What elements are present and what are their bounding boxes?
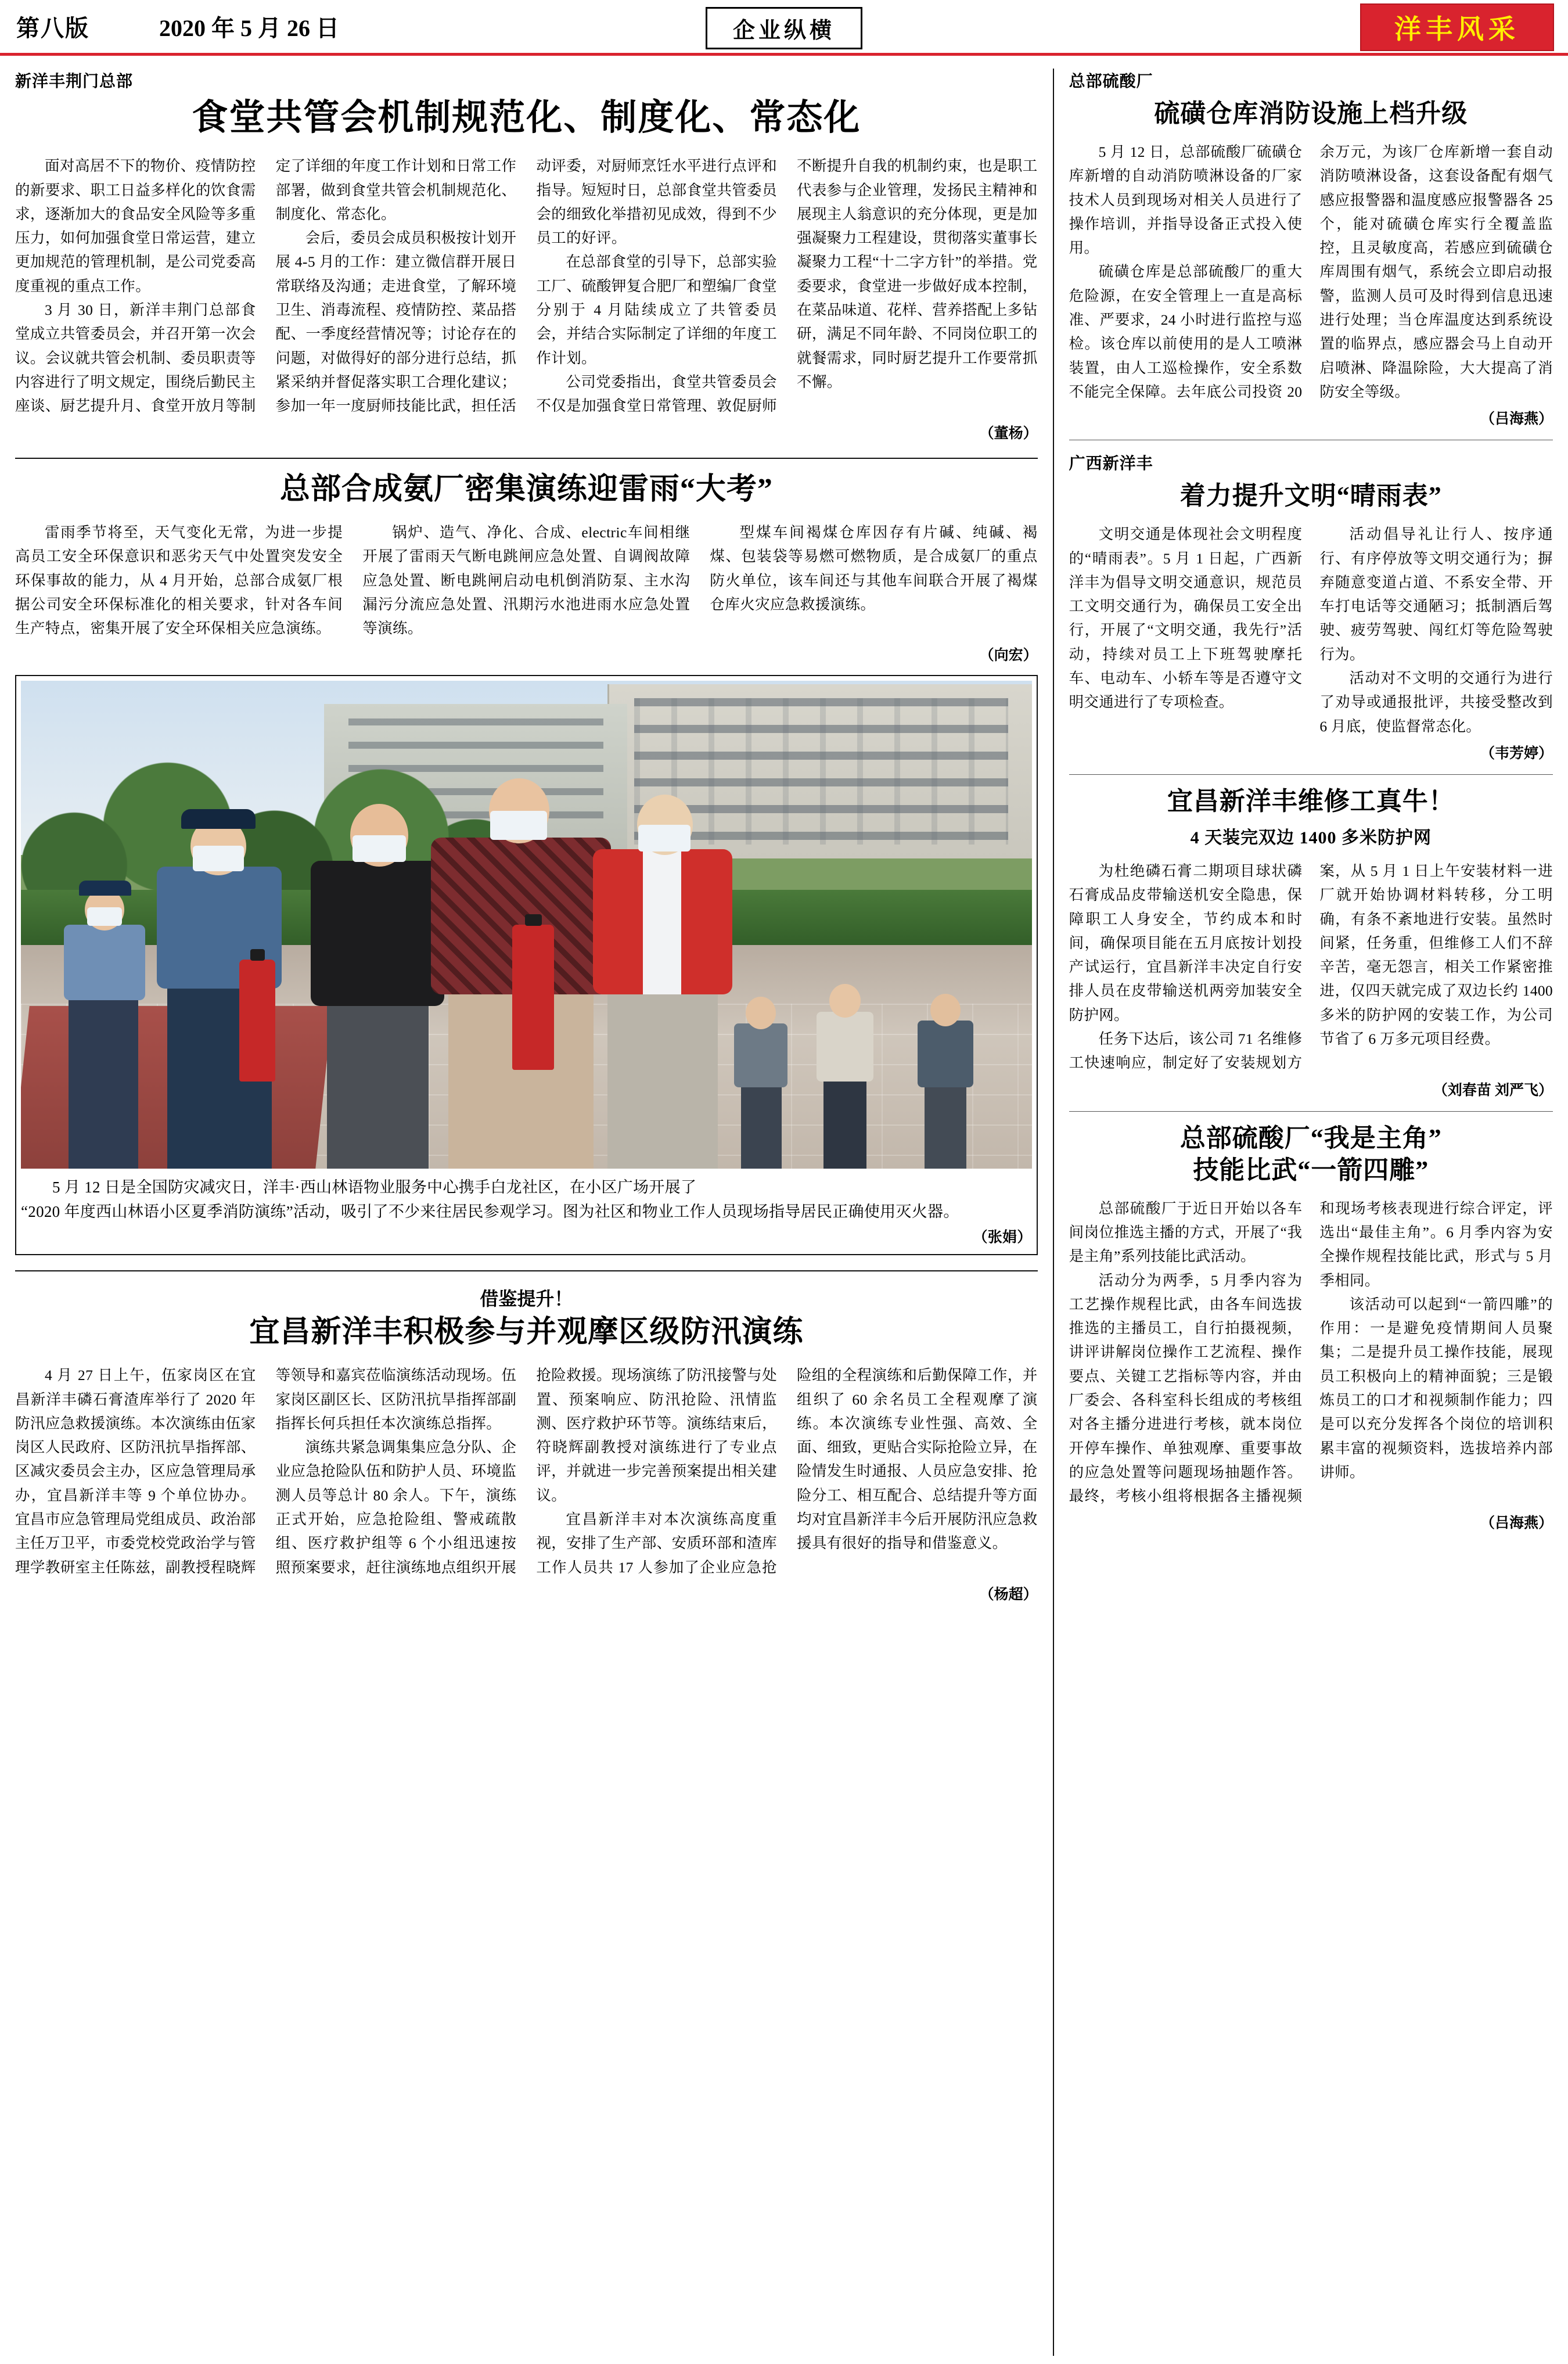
article-headline: 总部合成氨厂密集演练迎雷雨“大考” [279, 472, 773, 506]
article-byline: （韦芳婷） [1480, 745, 1553, 761]
left-column [15, 69, 1054, 2356]
article-lead: 借鉴提升！ [480, 1288, 573, 1309]
article-sulfur-warehouse [1069, 69, 1553, 428]
article-subhead: 4 天装完双边 1400 多米防护网 [1190, 828, 1432, 847]
article-byline: （杨超） [979, 1586, 1038, 1603]
article-skill-contest [1069, 1122, 1553, 1533]
article-ammonia-drill [15, 472, 1038, 665]
article-headline: 着力提升文明“晴雨表” [1179, 482, 1442, 511]
photo-person-background-3 [911, 994, 980, 1169]
photo-block [15, 675, 1038, 1255]
article-flood-drill [15, 1284, 1038, 1604]
headline-line-1: 总部硫酸厂“我是主角” [1179, 1123, 1442, 1152]
article-maintenance-workers [1069, 785, 1553, 1100]
paragraph: 4 月 27 日上午，伍家岗区在宜昌新洋丰磷石膏渣库举行了 2020 年防汛应急救援演练。本次演练由伍家岗区人民政府、区防汛抗旱指挥部、区减灾委员会主办，区应急管理局承办，宜昌新洋丰等 9 个单位协办。宜昌市应急管理局党组成员、政治部主任万卫平，市委党校党政治学与管理学教研室主任陈兹，副教授程晓辉等领导和嘉宾莅临演练活动现场。伍家岗区副区长、区防汛抗旱指挥部副指挥长何兵担任本次演练总指挥。 [15, 1367, 517, 1576]
paragraph: 型煤车间褐煤仓库因存有片碱、纯碱、褐煤、包装袋等易燃可燃物质，是合成氨厂的重点防火单位，该车间还与其他车间联合开展了褐煤仓库火灾应急救援演练。 [710, 523, 1038, 613]
article-headline: 硫磺仓库消防设施上档升级 [1154, 99, 1468, 128]
right-column [1054, 69, 1553, 2356]
article-byline: （吕海燕） [1480, 411, 1553, 427]
paragraph: 雷雨季节将至，天气变化无常，为进一步提高员工安全环保意识和恶劣天气中处置突发安全环保事故的能力，从 4 月开始，总部合成氨厂根据公司安全环保标准化的相关要求，针对各车间生产特点，密集开展了安全环保相关应急演练。 [15, 523, 343, 637]
article-kicker: 新洋丰荆门总部 [15, 73, 134, 91]
article-body [1069, 1197, 1553, 1508]
paragraph: 5 月 12 日，总部硫酸厂硫磺仓库新增的自动消防喷淋设备的厂家技术人员到现场对相关人员进行了操作培训，并指导设备正式投入使用。 [1069, 143, 1303, 257]
article-headline: 宜昌新洋丰维修工真牛！ [1167, 786, 1455, 815]
article-headline [1069, 1122, 1553, 1186]
photo-person-background-1 [728, 994, 792, 1169]
section-title: 企业纵横 [706, 7, 862, 49]
article-kicker: 总部硫酸厂 [1069, 73, 1153, 91]
photo-caption [21, 1176, 1032, 1249]
article-canteen-committee [15, 69, 1038, 443]
paragraph: 会后，委员会成员积极按计划开展 4-5 月的工作：建立微信群开展日常联络及沟通；走进食堂，了解环境卫生、消毒流程、疫情防控、菜品搭配、一季度经营情况等；讨论存在的问题，对做得好的部分进行总结，抓紧采纳并督促落实职工合理化建议；参加一年一度厨师技能比武，担任活动评委，对厨师烹饪水平进行点评和指导。短短时日，总部食堂共管委员会的细致化举措初见成效，得到不少员工的好评。 [275, 157, 777, 415]
paragraph: 面对高居不下的物价、疫情防控的新要求、职工日益多样化的饮食需求，逐渐加大的食品安全风险等多重压力，如何加强食堂日常运营，建立更加规范的管理机制，是公司党委高度重视的重点工作。 [15, 157, 256, 294]
publication-date: 2020 年 5 月 26 日 [159, 15, 339, 41]
article-body [15, 154, 1038, 418]
article-byline: （董杨） [979, 425, 1038, 441]
section-divider [15, 1270, 1038, 1271]
article-body [15, 1363, 1038, 1579]
article-headline: 食堂共管会机制规范化、制度化、常态化 [192, 98, 861, 138]
paragraph: 3 月 30 日，新洋丰荆门总部食堂成立共管委员会，并召开第一次会议。会议就共管会机制、委员职责等内容进行了明文规定，围绕后勤民主座谈、厨艺提升月、食堂开放月等制定了详细的年度工作计划和日常工作部署，做到食堂共管会机制规范化、制度化、常态化。 [15, 157, 517, 415]
paragraph: 公司党委指出，食堂共管委员会不仅是加强食堂日常管理、敦促厨师不断提升自我的机制约束，也是职工代表参与企业管理，发扬民主精神和展现主人翁意识的充分体现，更是加强凝聚力工程建设，贯彻落实董事长凝聚力工程“十二字方针”的举措。党委要求，食堂进一步做好成本控制，在菜品味道、花样、营养搭配上多钻研，满足不同年龄、不同岗位职工的就餐需求，同时厨艺提升工作要常抓不懈。 [536, 157, 1038, 415]
article-kicker: 广西新洋丰 [1069, 455, 1153, 473]
paragraph: 该活动可以起到“一箭四雕”的作用：一是避免疫情期间人员聚集；二是提升员工操作技能，展现员工积极向上的精神面貌；三是锻炼员工的口才和视频制作能力；四是可以充分发挥各个岗位的培训积累丰富的视频资料，选拔培养内部讲师。 [1319, 1295, 1553, 1481]
section-divider [1069, 774, 1553, 775]
paragraph: 在总部食堂的引导下，总部实验工厂、硫酸钾复合肥厂和塑编厂食堂分别于 4 月陆续成立了共管委员会，并结合实际制定了详细的年度工作计划。 [536, 253, 777, 367]
news-photo [21, 681, 1032, 1169]
newspaper-logo: 洋丰风采 [1360, 3, 1554, 51]
caption-line-2: “2020 年度西山林语小区夏季消防演练”活动，吸引了不少来往居民参观学习。图为社区和物业工作人员现场指导居民正确使用灭火器。 [21, 1203, 959, 1221]
paragraph: 总部硫酸厂于近日开始以各车间岗位推选主播的方式，开展了“我是主角”系列技能比武活动。 [1069, 1199, 1303, 1265]
page-content [0, 56, 1568, 2356]
paragraph: 演练共紧急调集集应急分队、企业应急抢险队伍和防护人员、环境监测人员等总计 80 余人。下午，演练正式开始，应急抢险组、警戒疏散组、医疗救护组等 6 个小组迅速按照预案要求，赶往演练地点组织开展抢险救援。现场演练了防汛接警与处置、预案响应、防汛抢险、汛情监测、医疗救护环节等。演练结束后，符晓辉副教授对演练进行了专业点评，并就进一步完善预案提出相关建议。 [275, 1367, 777, 1576]
photo-fire-extinguisher [512, 925, 554, 1070]
paragraph: 锅炉、造气、净化、合成、electric车间相继开展了雷雨天气断电跳闸应急处置、自调阀故障应急处置、断电跳闸启动电机倒消防泵、主水沟漏污分流应急处置、汛期污水池进雨水应急处置等演练。 [362, 523, 691, 637]
article-byline: （向宏） [979, 648, 1038, 664]
headline-line-2: 技能比武“一箭四雕” [1193, 1155, 1429, 1184]
section-divider [15, 458, 1038, 459]
paragraph: 为杜绝磷石膏二期项目球状磷石膏成品皮带输送机安全隐患，保障职工人身安全，节约成本和时间，确保项目能在五月底按计划投产试运行，宜昌新洋丰决定自行安排人员在皮带输送机两旁加装安全防护网。 [1069, 862, 1303, 1023]
article-body [1069, 140, 1553, 404]
article-body [1069, 522, 1553, 738]
paragraph: 活动倡导礼让行人、按序通行、有序停放等文明交通行为；摒弃随意变道占道、不系安全带、开车打电话等交通陋习；抵制酒后驾驶、疲劳驾驶、闯红灯等危险驾驶行为。 [1319, 526, 1553, 663]
paragraph: 任务下达后，该公司 71 名维修工快速响应，制定好了安装规划方案，从 5 月 1 日上午安装材料一进厂就开始协调材料转移，分工明确，有条不紊地进行安装。虽然时间紧，任务重，但维修工人们不辞辛苦，毫无怨言，相关工作紧密推进，仅四天就完成了双边长约 1400 多米的防护网的安装工作，为公司节省了 6 万多元项目经费。 [1069, 862, 1553, 1072]
article-byline: （刘春苗 刘严飞） [1433, 1082, 1553, 1098]
photo-person-officer-2 [152, 820, 286, 1169]
paragraph: 宜昌新洋丰对本次演练高度重视，安排了生产部、安质环部和渣库工作人员共 17 人参加了企业应急抢险组的全程演练和后勤保障工作，并组织了 60 余名员工全程观摩了演练。本次演练专业性强、高效、全面、细致，更贴合实际抢险立异，在险情发生时通报、人员应急安排、抢险分工、相互配合、总结提升等方面均对宜昌新洋丰今后开展防汛应急救援具有很好的指导和借鉴意义。 [536, 1367, 1038, 1576]
article-headline: 宜昌新洋丰积极参与并观摩区级防汛演练 [249, 1315, 804, 1349]
article-byline: （吕海燕） [1480, 1515, 1553, 1532]
paragraph: 活动分为两季，5 月季内容为工艺操作规程比武，由各车间选拔推选的主播员工，自行拍摄视频，讲评讲解岗位操作工艺流程、操作要点、关键工艺指标等内容，并由厂委会、各科室科长组成的考核组对各主播分进进行考核，就本岗位开停车操作、单独观摩、重要事故的应急处置等问题现场抽题作答。最终，考核小组将根据各主播视频和现场考核表现进行综合评定，评选出“最佳主角”。6 月季内容为安全操作规程技能比武，形式与 5 月季相同。 [1069, 1199, 1553, 1505]
section-divider [1069, 1111, 1553, 1112]
masthead [0, 0, 1568, 56]
article-body [15, 520, 1038, 640]
paragraph: 文明交通是体现社会文明程度的“晴雨表”。5 月 1 日起，广西新洋丰为倡导文明交通意识，规范员工文明交通行为，确保员工安全出行，开展了“文明交通，我先行”活动，持续对员工上下班驾驶摩托车、电动车、小轿车等是否遵守文明交通进行了专项检查。 [1069, 526, 1303, 711]
photo-person-background-2 [810, 983, 879, 1169]
photo-byline: （张娟） [973, 1230, 1032, 1246]
page-number: 第八版 [16, 15, 89, 41]
article-civilized-traffic [1069, 451, 1553, 763]
paragraph: 硫磺仓库是总部硫酸厂的重大危险源，在安全管理上一直是高标准、严要求，24 小时进行监控与巡检。该仓库以前使用的是人工喷淋装置，由人工巡检操作，安全系数不能完全保障。去年底公司投资 20 余万元，为该厂仓库新增一套自动消防喷淋设备，这套设备配有烟气感应报警器和温度感应报警器各 25 个，能对硫磺仓库实行全覆盖监控，且灵敏度高，若感应到硫磺仓库周围有烟气，系统会立即启动报警，监测人员可及时得到信息迅速进行处理；当仓库温度达到系统设置的临界点，感应器会马上自动开启喷淋、降温除险，大大提高了消防安全等级。 [1069, 143, 1553, 400]
paragraph: 活动对不文明的交通行为进行了劝导或通报批评，共接受整改到 6 月底，使监督常态化。 [1319, 670, 1553, 735]
article-body [1069, 859, 1553, 1075]
photo-person-officer-1 [62, 896, 149, 1169]
caption-line-1: 5 月 12 日是全国防灾减灾日，洋丰·西山林语物业服务中心携手白龙社区，在小区广场开展了 [52, 1179, 697, 1197]
photo-person-volunteer [587, 785, 738, 1169]
